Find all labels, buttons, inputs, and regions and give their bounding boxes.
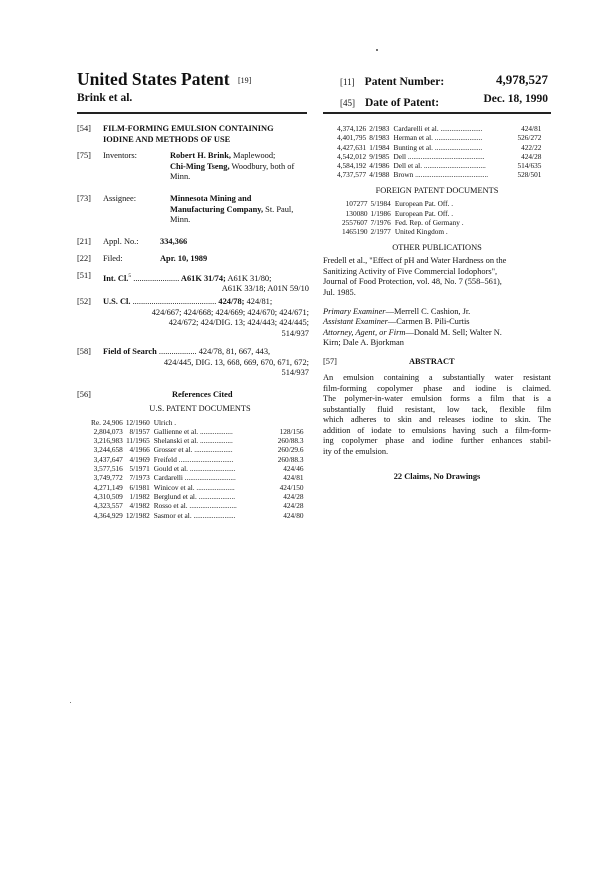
- reference-row: [337, 124, 541, 133]
- ref-number: 4,364,929: [93, 510, 123, 520]
- references-section-head: [77, 390, 309, 402]
- foreign-docs-table: [342, 199, 464, 236]
- field-code: [54]: [77, 124, 91, 133]
- ref-class: 528/501: [517, 170, 542, 180]
- ref-name: United Kingdom .: [394, 227, 448, 237]
- us-cl-value: 424/81;: [244, 297, 273, 306]
- ref-class: 424/80: [283, 510, 304, 520]
- ref-number: 4,323,557: [93, 501, 123, 511]
- examiners: [323, 307, 551, 349]
- reference-row: [342, 209, 464, 218]
- scan-speck: [70, 702, 71, 703]
- reference-row: [337, 143, 541, 152]
- abstract-line: The polymer-in-water emulsion forms a film that is a: [323, 394, 551, 404]
- assignee-section: [77, 194, 309, 231]
- other-publications-title: OTHER PUBLICATIONS: [392, 242, 482, 252]
- leader-dots: ......................: [131, 273, 180, 283]
- ref-name: Winicov et al. .....................: [153, 482, 235, 492]
- ref-name: Herman et al. ..........................: [393, 133, 483, 143]
- ref-date: 7/1973: [129, 473, 150, 483]
- ref-name: Cardarelli ............................: [153, 473, 236, 483]
- ref-date: 8/1983: [369, 133, 390, 143]
- reference-row: [91, 483, 304, 492]
- ref-number: 2,804,073: [93, 426, 123, 436]
- inventor-line: Brink et al.: [77, 92, 133, 104]
- header-title: [77, 69, 251, 90]
- field-code: [52]: [77, 297, 91, 306]
- filed-label: Filed:: [103, 254, 123, 263]
- field-code: [21]: [77, 237, 91, 246]
- field-code: [58]: [77, 347, 91, 356]
- ref-number: Re. 24,906: [91, 417, 123, 427]
- abstract-line: film-forming copolymer phase and iodine is claimed.: [323, 383, 551, 393]
- inventor-name: Chi-Ming Tseng,: [170, 161, 230, 171]
- ref-number: 3,216,983: [93, 436, 123, 446]
- reference-row: [337, 133, 541, 142]
- ref-number: 130080: [345, 208, 368, 218]
- other-publications: [323, 256, 551, 298]
- ref-class: 128/156: [279, 426, 304, 436]
- ref-number: 107277: [345, 199, 368, 209]
- date-code: [45]: [340, 98, 355, 108]
- field-of-search-value: 424/78, 81, 667, 443,: [196, 347, 271, 356]
- reference-row: [342, 218, 464, 227]
- ref-name: Sasmor et al. .......................: [153, 510, 236, 520]
- patent-date: Dec. 18, 1990: [483, 93, 548, 105]
- number-label: Patent Number:: [364, 76, 445, 88]
- reference-row: [91, 418, 304, 427]
- us-cl-value: 424/78;: [216, 297, 245, 306]
- assignee-name: Minnesota Mining and: [170, 194, 252, 203]
- appl-label: Appl. No.:: [103, 237, 139, 246]
- references-title: References Cited: [172, 390, 233, 399]
- assignee-location: St. Paul,: [263, 204, 294, 214]
- foreign-docs-title: FOREIGN PATENT DOCUMENTS: [375, 185, 499, 195]
- ref-class: 260/88.3: [277, 436, 304, 446]
- int-cl-sup: 5: [128, 273, 132, 279]
- leader-dots: ..................: [156, 347, 197, 356]
- us-cl-value: 514/937: [281, 328, 309, 338]
- ref-name: Shelanski et al. ..................: [153, 436, 233, 446]
- reference-row: [91, 455, 304, 464]
- leader-dots: ........................................: [130, 297, 217, 306]
- assignee-name: Manufacturing Company,: [170, 204, 264, 214]
- reference-row: [91, 436, 304, 445]
- int-cl-label: Int. Cl.: [103, 273, 129, 283]
- ref-name: Fed. Rep. of Germany .: [394, 217, 464, 227]
- appl-number: 334,366: [160, 237, 188, 246]
- inventor-location: Woodbury, both of: [229, 161, 295, 171]
- scan-speck: [376, 49, 378, 51]
- ref-number: 4,737,577: [337, 170, 367, 180]
- ref-number: 3,244,658: [93, 445, 123, 455]
- publication-line: Fredell et al., "Effect of pH and Water Hardness on the: [323, 256, 507, 266]
- filed-date: Apr. 10, 1989: [160, 254, 208, 263]
- reference-row: [91, 473, 304, 482]
- abstract-title: ABSTRACT: [409, 356, 455, 366]
- field-code: [73]: [77, 194, 91, 203]
- reference-row: [342, 227, 464, 236]
- ref-date: 9/1985: [369, 151, 390, 161]
- ref-date: 4/1982: [129, 501, 150, 511]
- field-of-search-label: Field of Search: [103, 347, 157, 356]
- ref-number: 4,584,192: [337, 161, 367, 171]
- ref-class: 514/635: [517, 161, 542, 171]
- ref-date: 1/1986: [370, 208, 391, 218]
- patent-number: 4,978,527: [496, 72, 548, 87]
- us-docs-cont-table: [337, 124, 541, 180]
- title-section: [77, 124, 309, 147]
- ref-name: Ulrich .: [153, 417, 177, 427]
- ref-name: Gould et al. .........................: [153, 464, 236, 474]
- ref-name: Dell et al. ..................................: [393, 161, 486, 171]
- filed-row: [77, 254, 309, 265]
- reference-row: [337, 152, 541, 161]
- abstract-line: An emulsion containing a substantially water resistant: [323, 372, 551, 382]
- ref-date: 12/1960: [125, 417, 150, 427]
- ref-date: 5/1984: [370, 199, 391, 209]
- ref-class: 424/28: [283, 501, 304, 511]
- left-column: [77, 124, 309, 520]
- assistant-examiner-label: Assistant Examiner: [323, 317, 388, 327]
- ref-date: 1/1984: [369, 142, 390, 152]
- field-of-search-value: 424/445, DIG. 13, 668, 669, 670, 671, 672;: [163, 357, 309, 367]
- publication-line: Jul. 1985.: [323, 287, 356, 297]
- ref-date: 12/1982: [125, 510, 150, 520]
- primary-examiner: —Merrell C. Cashion, Jr.: [385, 306, 471, 316]
- patent-number-row: [340, 72, 548, 88]
- ref-name: Freifeld ..............................: [153, 454, 234, 464]
- ref-class: 424/28: [521, 151, 542, 161]
- ref-number: 4,271,149: [93, 482, 123, 492]
- assistant-examiner: —Carmen B. Pili-Curtis: [387, 317, 470, 327]
- ref-date: 4/1966: [129, 445, 150, 455]
- ref-name: Dell ..........................................: [393, 151, 485, 161]
- ref-name: Berglund et al. ....................: [153, 491, 236, 501]
- reference-row: [337, 161, 541, 170]
- claims-summary: 22 Claims, No Drawings: [393, 471, 481, 481]
- ref-number: 3,577,516: [93, 464, 123, 474]
- ref-date: 11/1965: [126, 436, 150, 446]
- header-rule-right: [323, 112, 551, 114]
- publication-line: Sanitizing Activity of Five Commercial Iodophors",: [323, 266, 498, 276]
- reference-row: [91, 445, 304, 454]
- int-cl-value: A61K 31/80;: [225, 273, 272, 283]
- int-cl-value: A61K 33/18; A01N 59/10: [221, 284, 309, 294]
- field-code: [51]: [77, 271, 91, 280]
- ref-name: Bunting et al. ..........................: [393, 142, 483, 152]
- ref-name: Cardarelli et al. .......................: [393, 124, 483, 133]
- invention-title-line: FILM-FORMING EMULSION CONTAINING: [103, 124, 274, 133]
- ref-name: Grosser et al. .....................: [153, 445, 233, 455]
- right-column: [323, 124, 551, 482]
- field-code: [57]: [323, 356, 337, 366]
- ref-name: European Pat. Off. .: [394, 199, 454, 209]
- ref-class: [276, 418, 304, 427]
- us-docs-table: [91, 418, 304, 520]
- inventors-section: [77, 151, 309, 188]
- abstract-line: ing copolymer phase and iodine further enhances stabil-: [323, 436, 551, 446]
- assignee-location: Minn.: [170, 215, 191, 225]
- us-docs-title: U.S. PATENT DOCUMENTS: [149, 404, 251, 413]
- abstract-line: addition of iodate to emulsions having such a film-form-: [323, 425, 551, 435]
- abstract-text: [323, 373, 551, 458]
- reference-row: [91, 464, 304, 473]
- primary-examiner-label: Primary Examiner: [323, 306, 386, 316]
- field-code: [56]: [77, 390, 91, 399]
- us-cl-value: 424/667; 424/668; 424/669; 424/670; 424/671;: [151, 307, 309, 317]
- attorney: —Donald M. Sell; Walter N.: [405, 327, 502, 337]
- reference-row: [91, 501, 304, 510]
- title-code: [19]: [238, 76, 252, 86]
- ref-date: 4/1986: [369, 161, 390, 171]
- header-rule-left: [77, 112, 307, 114]
- ref-number: 4,374,126: [337, 124, 367, 133]
- abstract-line: ity of the emulsion.: [323, 447, 389, 457]
- ref-number: 4,427,631: [337, 142, 367, 152]
- invention-title-line: IODINE AND METHODS OF USE: [103, 134, 231, 144]
- ref-name: European Pat. Off. .: [394, 208, 454, 218]
- field-code: [75]: [77, 151, 91, 160]
- attorney: Kirn; Dale A. Bjorkman: [323, 338, 404, 348]
- date-label: Date of Patent:: [365, 97, 440, 109]
- ref-date: 5/1971: [129, 464, 150, 474]
- ref-class: 424/28: [283, 491, 304, 501]
- ref-date: 7/1976: [370, 217, 391, 227]
- reference-row: [337, 170, 541, 179]
- assignee-label: Assignee:: [103, 194, 137, 203]
- ref-class: 424/81: [521, 124, 542, 133]
- ref-date: 4/1969: [129, 454, 150, 464]
- ref-class: 424/46: [283, 464, 304, 474]
- ref-number: 1465190: [342, 227, 368, 237]
- ref-date: 1/1982: [129, 491, 150, 501]
- attorney-label: Attorney, Agent, or Firm: [323, 327, 406, 337]
- field-code: [22]: [77, 254, 91, 263]
- field-of-search-value: 514/937: [281, 368, 309, 378]
- inventor-location: Minn.: [170, 172, 191, 182]
- ref-date: 2/1977: [370, 227, 391, 237]
- inventors-label: Inventors:: [103, 151, 137, 160]
- ref-date: 4/1988: [369, 170, 390, 180]
- ref-date: 6/1981: [129, 482, 150, 492]
- publication-line: Journal of Food Protection, vol. 48, No. 7 (558–561),: [323, 277, 502, 287]
- reference-row: [342, 199, 464, 208]
- int-cl-section: [77, 271, 309, 293]
- ref-class: 424/81: [283, 473, 304, 483]
- reference-row: [91, 427, 304, 436]
- ref-class: 260/29.6: [277, 445, 304, 455]
- ref-number: 3,749,772: [93, 473, 123, 483]
- date-of-patent-row: [340, 93, 548, 109]
- ref-name: Brown ........................................: [393, 170, 489, 180]
- ref-name: Gallienne et al. ..................: [153, 426, 233, 436]
- ref-number: 4,310,509: [93, 491, 123, 501]
- ref-number: 4,401,795: [337, 133, 367, 143]
- number-code: [11]: [340, 77, 355, 87]
- ref-date: 2/1983: [369, 124, 390, 133]
- ref-number: 2557607: [342, 217, 368, 227]
- inventor-location: Maplewood;: [230, 151, 276, 160]
- int-cl-value: A61K 31/74;: [179, 273, 226, 283]
- ref-class: 422/22: [521, 142, 542, 152]
- reference-row: [91, 492, 304, 501]
- field-of-search-section: [77, 347, 309, 380]
- abstract-head: [323, 357, 551, 369]
- inventor-name: Robert H. Brink,: [170, 151, 231, 160]
- ref-class: 526/272: [517, 133, 542, 143]
- ref-name: Rosso et al. ..........................: [153, 501, 237, 511]
- ref-number: 4,542,012: [337, 151, 367, 161]
- ref-class: 424/150: [279, 482, 304, 492]
- ref-class: 260/88.3: [277, 454, 304, 464]
- us-cl-label: U.S. Cl.: [103, 297, 131, 306]
- us-cl-value: 424/672; 424/DIG. 13; 424/443; 424/445;: [168, 318, 309, 328]
- patent-title: United States Patent: [77, 69, 230, 89]
- ref-date: 8/1957: [129, 426, 150, 436]
- reference-row: [91, 511, 304, 520]
- abstract-line: substantially fluid resistant, low tack, flexible film: [323, 404, 551, 414]
- application-number-row: [77, 237, 309, 248]
- ref-number: 3,437,647: [93, 454, 123, 464]
- us-cl-section: [77, 297, 309, 341]
- abstract-line: which adheres to skin and releases iodine to skin. The: [323, 415, 551, 425]
